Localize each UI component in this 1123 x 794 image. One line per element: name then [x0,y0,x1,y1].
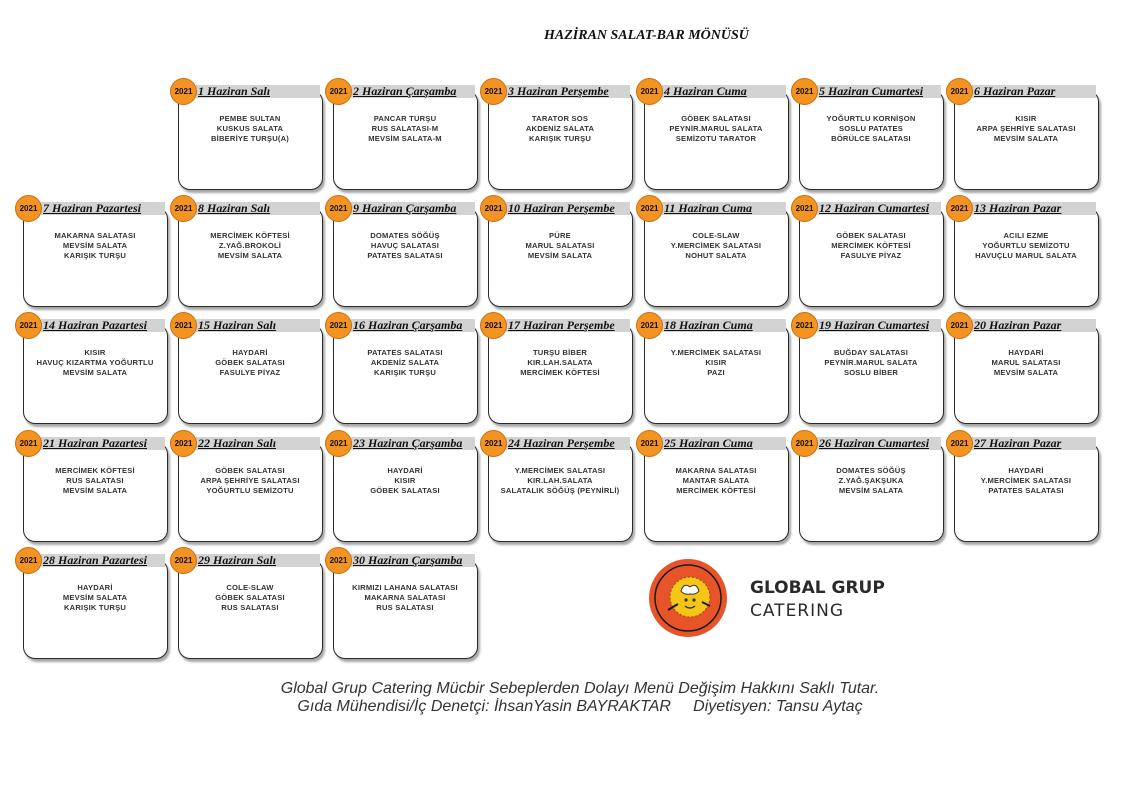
menu-item: ARPA ŞEHRİYE SALATASI [976,124,1076,133]
menu-item: SOSLU BİBER [843,368,899,377]
menu-item: TURŞU BİBER [532,348,588,357]
menu-item: GÖBEK SALATASI [681,114,751,123]
menu-item: FASULYE PİYAZ [219,368,281,377]
day-date: 11 Haziran Cuma [662,202,786,215]
day-date: 27 Haziran Pazar [972,437,1096,450]
day-date: 21 Haziran Pazartesi [41,437,165,450]
menu-item: MEVSİM SALATA [62,593,128,602]
menu-item: Y.MERCİMEK SALATASI [980,476,1072,485]
year-badge: 2021 [480,312,507,339]
day-card [480,78,635,202]
menu-items [27,466,163,496]
year-badge: 2021 [946,312,973,339]
day-date: 22 Haziran Salı [196,437,320,450]
brand-name: GLOBAL GRUP [750,578,885,598]
menu-item: BİBERİYE TURŞU(A) [210,134,290,143]
menu-items [648,348,784,378]
menu-items [337,583,473,613]
day-date: 10 Haziran Perşembe [506,202,630,215]
menu-items [958,466,1094,496]
menu-items [337,114,473,144]
menu-item: AKDENİZ SALATA [525,124,595,133]
menu-item: MEVSİM SALATA [993,134,1059,143]
menu-item: KARIŞIK TURŞU [63,603,127,612]
menu-item: Z.YAĞ.ŞAKŞUKA [838,476,904,485]
menu-items [803,231,939,261]
menu-item: FASULYE PİYAZ [840,251,902,260]
menu-item: HAYDARİ [1008,348,1044,357]
year-badge: 2021 [15,547,42,574]
menu-item: MEVSİM SALATA-M [368,134,442,143]
menu-items [27,231,163,261]
menu-item: MEVSİM SALATA [217,251,283,260]
menu-item: DOMATES SÖĞÜŞ [370,231,440,240]
menu-item: PÜRE [549,231,571,240]
day-date: 29 Haziran Salı [196,554,320,567]
year-badge: 2021 [791,430,818,457]
menu-items [182,231,318,261]
menu-item: BÖRÜLCE SALATASI [831,134,911,143]
day-card [15,430,170,554]
menu-item: MAKARNA SALATASI [54,231,136,240]
menu-item: BUĞDAY SALATASI [833,348,909,357]
day-card [325,195,480,319]
day-date: 24 Haziran Perşembe [506,437,630,450]
menu-item: MARUL SALATASI [991,358,1061,367]
menu-item: MEVSİM SALATA [62,368,128,377]
menu-item: MANTAR SALATA [682,476,750,485]
menu-item: MEVSİM SALATA [838,486,904,495]
day-card [15,312,170,436]
menu-item: MARUL SALATASI [525,241,595,250]
menu-items [27,583,163,613]
year-badge: 2021 [946,78,973,105]
year-badge: 2021 [325,430,352,457]
day-date: 28 Haziran Pazartesi [41,554,165,567]
year-badge: 2021 [791,195,818,222]
day-card [15,547,170,671]
day-card [480,195,635,319]
menu-item: RUS SALATASI [66,476,124,485]
menu-items [958,348,1094,378]
year-badge: 2021 [636,78,663,105]
day-date: 18 Haziran Cuma [662,319,786,332]
day-card [170,195,325,319]
menu-item: GÖBEK SALATASI [215,593,285,602]
year-badge: 2021 [15,312,42,339]
day-card [946,195,1101,319]
footer-disclaimer: Global Grup Catering Mücbir Sebeplerden Dolayı Menü Değişim Hakkını Saklı Tutar. [280,680,880,697]
day-date: 12 Haziran Cumartesi [817,202,941,215]
menu-item: YOĞURTLU SEMİZOTU [206,486,294,495]
year-badge: 2021 [325,195,352,222]
menu-item: ARPA ŞEHRİYE SALATASI [200,476,300,485]
menu-item: MERCİMEK KÖFTESİ [676,486,756,495]
menu-item: PATATES SALATASI [367,348,443,357]
day-card [325,78,480,202]
day-card [636,195,791,319]
menu-item: DOMATES SÖĞÜŞ [836,466,906,475]
year-badge: 2021 [791,312,818,339]
menu-item: HAYDARİ [387,466,423,475]
year-badge: 2021 [170,430,197,457]
menu-item: YOĞURTLU SEMİZOTU [982,241,1070,250]
menu-item: TARATOR SOS [531,114,589,123]
menu-item: SEMİZOTU TARATOR [675,134,757,143]
year-badge: 2021 [15,195,42,222]
year-badge: 2021 [946,195,973,222]
day-date: 15 Haziran Salı [196,319,320,332]
day-date: 19 Haziran Cumartesi [817,319,941,332]
menu-item: HAVUÇ KIZARTMA YOĞURTLU [36,358,154,367]
day-date: 4 Haziran Cuma [662,85,786,98]
menu-item: MERCİMEK KÖFTESİ [520,368,600,377]
day-card [791,312,946,436]
footer-credits: Gıda Mühendisi/İç Denetçi: İhsanYasin BAYRAKTAR Diyetisyen: Tansu Aytaç [297,698,863,715]
menu-items [492,114,628,144]
day-date: 30 Haziran Çarşamba [351,554,475,567]
menu-items [958,114,1094,144]
menu-item: Z.YAĞ.BROKOLİ [218,241,282,250]
day-card [325,430,480,554]
menu-item: KARIŞIK TURŞU [63,251,127,260]
menu-item: MERCİMEK KÖFTESİ [831,241,911,250]
year-badge: 2021 [325,78,352,105]
year-badge: 2021 [636,430,663,457]
menu-item: PEYNİR.MARUL SALATA [669,124,763,133]
menu-item: HAYDARİ [232,348,268,357]
day-date: 20 Haziran Pazar [972,319,1096,332]
catering-logo-icon [648,558,728,638]
menu-item: MAKARNA SALATASI [675,466,757,475]
menu-item: MAKARNA SALATASI [364,593,446,602]
menu-item: SOSLU PATATES [838,124,904,133]
day-date: 14 Haziran Pazartesi [41,319,165,332]
menu-item: COLE-SLAW [692,231,740,240]
menu-item: KIR.LAH.SALATA [527,476,593,485]
menu-items [648,466,784,496]
year-badge: 2021 [480,78,507,105]
day-date: 26 Haziran Cumartesi [817,437,941,450]
day-date: 7 Haziran Pazartesi [41,202,165,215]
year-badge: 2021 [480,195,507,222]
day-card [946,430,1101,554]
menu-item: Y.MERCİMEK SALATASI [514,466,606,475]
brand-subtitle: CATERING [750,601,845,621]
day-card [791,195,946,319]
day-date: 2 Haziran Çarşamba [351,85,475,98]
menu-item: MEVSİM SALATA [527,251,593,260]
year-badge: 2021 [170,312,197,339]
menu-item: YOĞURTLU KORNİŞON [826,114,916,123]
day-card [480,312,635,436]
menu-item: KIR.LAH.SALATA [527,358,593,367]
menu-item: SALATALIK SÖĞÜŞ (PEYNİRLİ) [500,486,620,495]
menu-items [182,348,318,378]
menu-items [337,231,473,261]
menu-item: PEMBE SULTAN [219,114,281,123]
day-card [170,430,325,554]
day-date: 13 Haziran Pazar [972,202,1096,215]
year-badge: 2021 [325,547,352,574]
menu-items [958,231,1094,261]
day-date: 17 Haziran Perşembe [506,319,630,332]
menu-item: PANCAR TURŞU [373,114,437,123]
menu-item: KARIŞIK TURŞU [528,134,592,143]
menu-item: HAVUÇLU MARUL SALATA [975,251,1077,260]
menu-item: PAZI [707,368,725,377]
menu-item: PEYNİR.MARUL SALATA [824,358,918,367]
menu-items [492,348,628,378]
day-date: 5 Haziran Cumartesi [817,85,941,98]
menu-item: COLE-SLAW [226,583,274,592]
day-card [946,78,1101,202]
menu-items [492,466,628,496]
day-card [325,312,480,436]
menu-item: PATATES SALATASI [988,486,1064,495]
day-card [325,547,480,671]
year-badge: 2021 [15,430,42,457]
menu-item: HAVUÇ SALATASI [370,241,440,250]
menu-items [492,231,628,261]
day-date: 1 Haziran Salı [196,85,320,98]
page-title: HAZİRAN SALAT-BAR MÖNÜSÜ [544,28,749,43]
menu-item: KISIR [84,348,106,357]
day-card [170,547,325,671]
menu-item: MERCİMEK KÖFTESİ [210,231,290,240]
day-date: 3 Haziran Perşembe [506,85,630,98]
day-card [170,78,325,202]
day-card [170,312,325,436]
menu-item: KISIR [1015,114,1037,123]
menu-item: MEVSİM SALATA [62,486,128,495]
day-card [791,430,946,554]
menu-items [27,348,163,378]
day-date: 16 Haziran Çarşamba [351,319,475,332]
year-badge: 2021 [636,312,663,339]
menu-item: AKDENİZ SALATA [370,358,440,367]
menu-item: GÖBEK SALATASI [215,358,285,367]
menu-item: GÖBEK SALATASI [370,486,440,495]
day-date: 9 Haziran Çarşamba [351,202,475,215]
menu-item: GÖBEK SALATASI [836,231,906,240]
menu-item: KUSKUS SALATA [216,124,284,133]
menu-items [182,114,318,144]
menu-items [648,231,784,261]
menu-items [337,466,473,496]
day-card [480,430,635,554]
menu-item: KISIR [394,476,416,485]
year-badge: 2021 [636,195,663,222]
year-badge: 2021 [325,312,352,339]
menu-item: KIRMIZI LAHANA SALATASI [352,583,458,592]
menu-item: MERCİMEK KÖFTESİ [55,466,135,475]
menu-item: ACILI EZME [1003,231,1049,240]
menu-item: NOHUT SALATA [685,251,747,260]
year-badge: 2021 [170,547,197,574]
menu-item: GÖBEK SALATASI [215,466,285,475]
menu-item: MEVSİM SALATA [62,241,128,250]
day-card [791,78,946,202]
menu-items [182,583,318,613]
menu-item: Y.MERCİMEK SALATASI [670,348,762,357]
menu-items [648,114,784,144]
menu-item: RUS SALATASI [221,603,279,612]
day-date: 8 Haziran Salı [196,202,320,215]
menu-item: KARIŞIK TURŞU [373,368,437,377]
year-badge: 2021 [170,78,197,105]
menu-item: RUS SALATASI-M [371,124,439,133]
year-badge: 2021 [480,430,507,457]
menu-item: RUS SALATASI [376,603,434,612]
menu-items [182,466,318,496]
day-date: 23 Haziran Çarşamba [351,437,475,450]
year-badge: 2021 [946,430,973,457]
menu-item: KISIR [705,358,727,367]
menu-items [803,348,939,378]
menu-items [337,348,473,378]
day-card [636,78,791,202]
year-badge: 2021 [791,78,818,105]
day-card [15,195,170,319]
year-badge: 2021 [170,195,197,222]
day-date: 6 Haziran Pazar [972,85,1096,98]
day-card [636,430,791,554]
menu-item: PATATES SALATASI [367,251,443,260]
day-card [636,312,791,436]
menu-items [803,466,939,496]
menu-item: HAYDARİ [1008,466,1044,475]
day-card [946,312,1101,436]
day-date: 25 Haziran Cuma [662,437,786,450]
menu-item: MEVSİM SALATA [993,368,1059,377]
menu-items [803,114,939,144]
menu-item: Y.MERCİMEK SALATASI [670,241,762,250]
menu-item: HAYDARİ [77,583,113,592]
